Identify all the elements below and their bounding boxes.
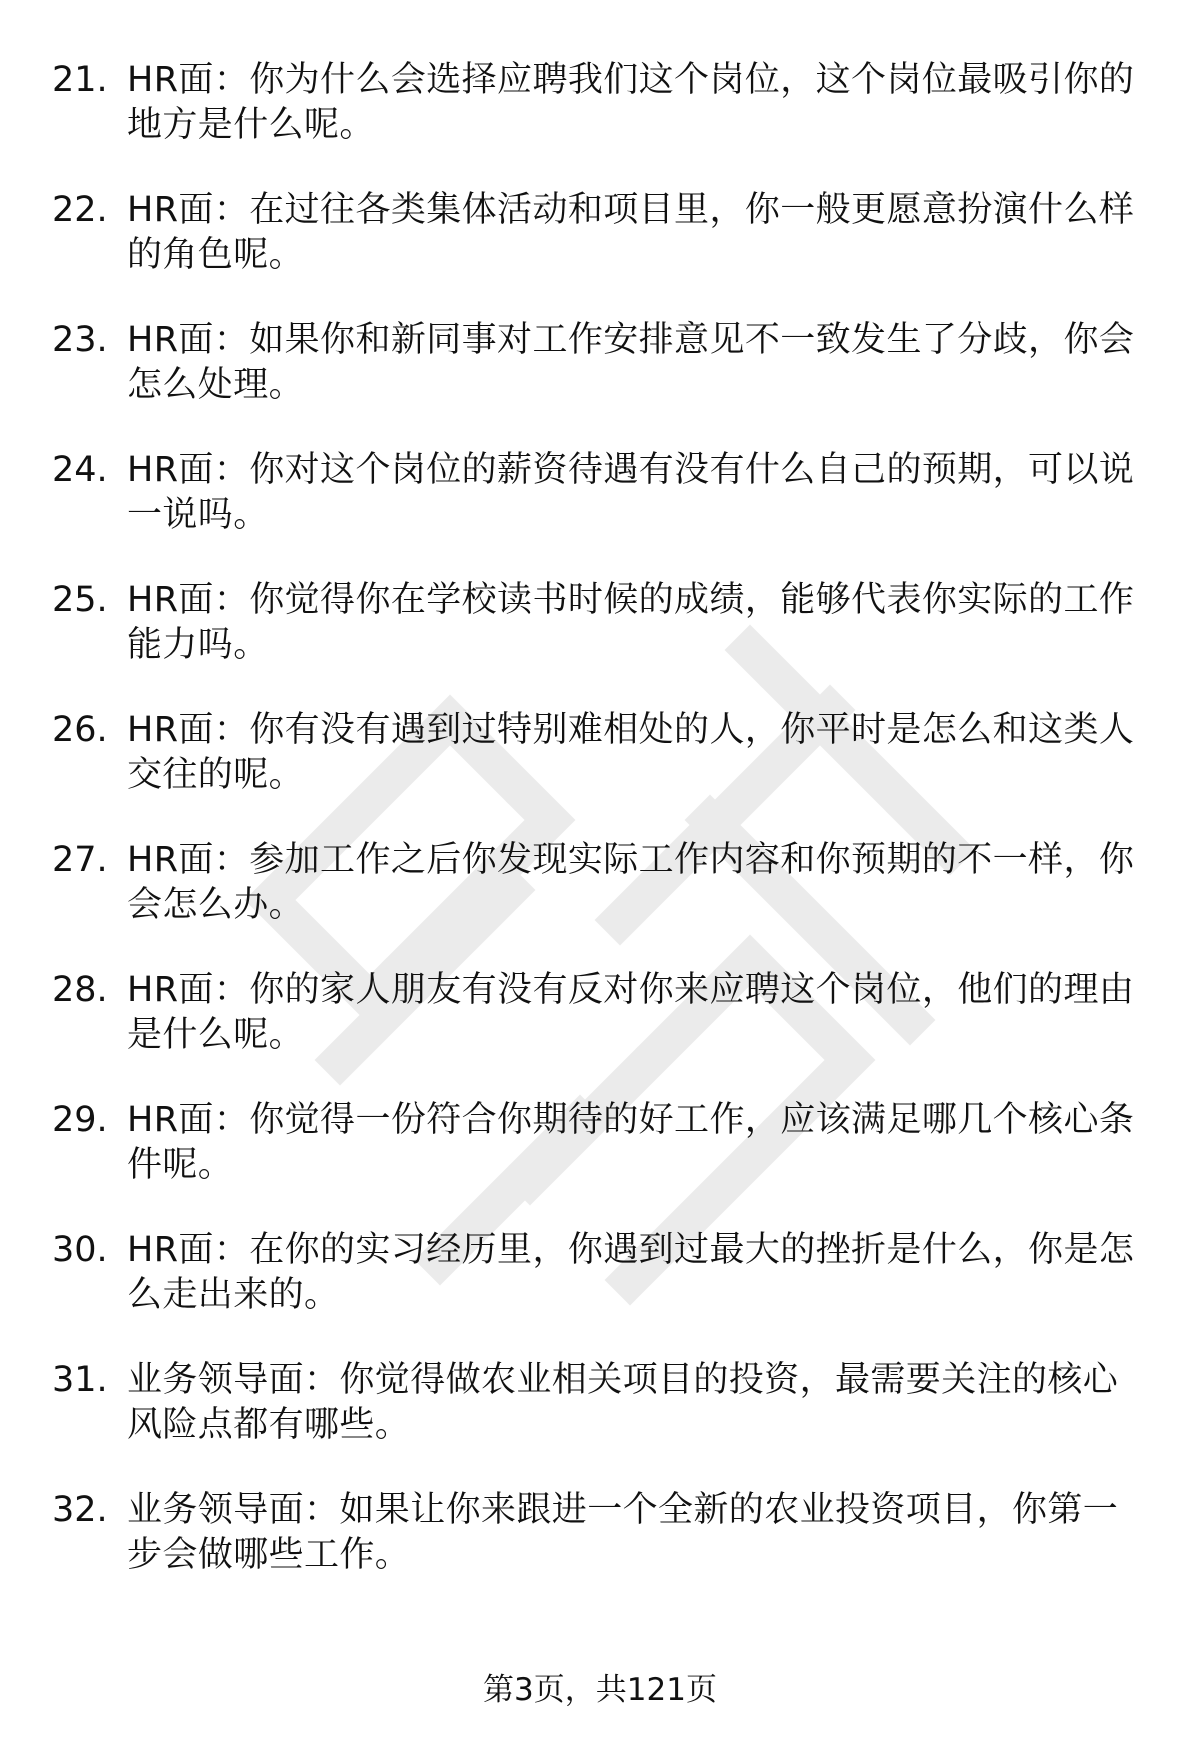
question-text: HR面：你觉得一份符合你期待的好工作，应该满足哪几个核心条件呢。 bbox=[127, 1100, 1135, 1185]
question-text: HR面：在过往各类集体活动和项目里，你一般更愿意扮演什么样的角色呢。 bbox=[127, 190, 1135, 275]
question-item bbox=[52, 448, 1152, 578]
question-item bbox=[52, 1098, 1152, 1228]
question-list bbox=[52, 58, 1152, 1618]
question-text: HR面：你觉得你在学校读书时候的成绩，能够代表你实际的工作能力吗。 bbox=[127, 580, 1135, 665]
question-item bbox=[52, 838, 1152, 968]
question-number: 29. bbox=[52, 1100, 108, 1140]
question-number: 26. bbox=[52, 710, 108, 750]
question-text: HR面：参加工作之后你发现实际工作内容和你预期的不一样，你会怎么办。 bbox=[127, 840, 1135, 925]
question-number: 27. bbox=[52, 840, 108, 880]
question-text: HR面：在你的实习经历里，你遇到过最大的挫折是什么，你是怎么走出来的。 bbox=[127, 1230, 1135, 1315]
question-item bbox=[52, 578, 1152, 708]
question-item bbox=[52, 1488, 1152, 1618]
question-item bbox=[52, 188, 1152, 318]
question-number: 30. bbox=[52, 1230, 108, 1270]
question-number: 25. bbox=[52, 580, 108, 620]
question-text: HR面：你为什么会选择应聘我们这个岗位，这个岗位最吸引你的地方是什么呢。 bbox=[127, 60, 1135, 145]
question-item bbox=[52, 58, 1152, 188]
question-number: 21. bbox=[52, 60, 108, 100]
question-number: 28. bbox=[52, 970, 108, 1010]
question-text: HR面：如果你和新同事对工作安排意见不一致发生了分歧，你会怎么处理。 bbox=[127, 320, 1135, 405]
question-item bbox=[52, 318, 1152, 448]
question-text: 业务领导面：你觉得做农业相关项目的投资，最需要关注的核心风险点都有哪些。 bbox=[127, 1360, 1119, 1445]
question-text: HR面：你对这个岗位的薪资待遇有没有什么自己的预期，可以说一说吗。 bbox=[127, 450, 1135, 535]
question-text: HR面：你有没有遇到过特别难相处的人，你平时是怎么和这类人交往的呢。 bbox=[127, 710, 1135, 795]
question-text: HR面：你的家人朋友有没有反对你来应聘这个岗位，他们的理由是什么呢。 bbox=[127, 970, 1135, 1055]
question-item bbox=[52, 968, 1152, 1098]
page-number-footer: 第3页，共121页 bbox=[483, 1672, 717, 1708]
question-text: 业务领导面：如果让你来跟进一个全新的农业投资项目，你第一步会做哪些工作。 bbox=[127, 1490, 1119, 1575]
question-number: 24. bbox=[52, 450, 108, 490]
question-number: 31. bbox=[52, 1360, 108, 1400]
question-item bbox=[52, 1358, 1152, 1488]
question-item bbox=[52, 1228, 1152, 1358]
question-item bbox=[52, 708, 1152, 838]
question-number: 23. bbox=[52, 320, 108, 360]
question-number: 22. bbox=[52, 190, 108, 230]
question-number: 32. bbox=[52, 1490, 108, 1530]
